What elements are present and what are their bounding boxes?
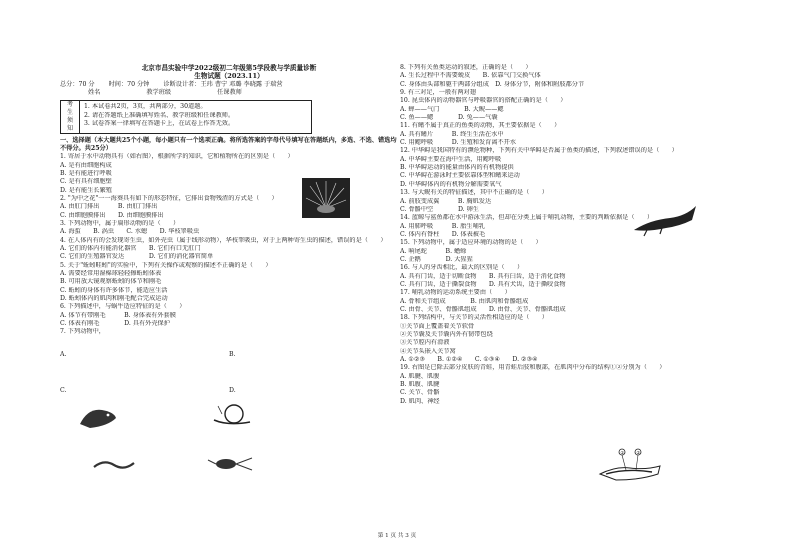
- question-line: 11. 有鳍不属于真正的鱼类的动物，其主要依据是（ ）: [400, 122, 561, 130]
- question-line: A. 海蜇 B. 涡虫 C. 水螅 D. 华枝睾吸虫: [60, 228, 200, 236]
- question-line: 16. 与人的牙齿相比，最大的区别是（ ）: [400, 264, 524, 272]
- question-line: 18. 下列结构中，与关节的灵活性相适应的是（ ）: [400, 314, 548, 322]
- question-line: A. 具有鳍片 B. 终生生活在水中: [400, 130, 504, 138]
- question-line: B. 是有能进行呼吸: [60, 169, 112, 177]
- q7-option-b: B.: [229, 350, 236, 358]
- field-teacher: 任课教师: [217, 89, 242, 97]
- question-line: 15. 下列动物中，属于适应环境的动物的是（ ）: [400, 239, 542, 247]
- exam-title: 北京市昌实验中学2022级初二年级第5学段教与学质量诊断: [141, 64, 317, 72]
- sea-anemone-photo: [302, 178, 350, 218]
- svg-text:②: ②: [636, 450, 641, 455]
- exam-meta: [60, 81, 398, 89]
- question-line: A. 它们的体内有能消化器官 B. 它们有口无肛门: [60, 245, 201, 253]
- chinese-sturgeon-figure: [630, 200, 700, 240]
- student-fields: [60, 89, 398, 97]
- question-line: 1. 寄居于水中动物具有（如右图），根据所学的知识，它和植物所在的区别是（ ）: [60, 153, 294, 161]
- question-line: B. 中华鲟运动的能量由体内的有机物提供: [400, 164, 514, 172]
- question-line: A. ①②③ B. ①②④ C. ①③④ D. ②③④: [400, 356, 538, 364]
- frog-muscle-figure: [596, 444, 666, 484]
- question-line: A. 用肺呼吸 B. 胎生哺乳: [400, 222, 485, 230]
- question-line: A. 体节有带刚毛 B. 身体表有外套膜: [60, 311, 176, 319]
- question-line: A. 响尾蛇 B. 蟾蜍: [400, 247, 467, 255]
- question-line: A. 是有由细胞构成: [60, 161, 112, 169]
- question-line: ②关节囊及关节囊内外有韧带包绕: [400, 331, 493, 338]
- question-line: C. 它们的生殖器官发达 D. 它们的消化器官简单: [60, 253, 214, 261]
- question-line: C. 由骨、关节、骨骼肌组成 D. 由骨、关节、骨骼肌组成: [400, 305, 566, 313]
- notice-body: 1. 本试卷共2页，3页，共两部分，30道题。 2. 请在答题纸上准确填写姓名、教学班级和任课教师。 3. 试卷答案一律填写在答题卡上，在试卷上作答无效。: [84, 103, 235, 128]
- question-line: C. 企鹅 D. 大猩猩: [400, 255, 473, 263]
- q7-option-c: C.: [60, 387, 67, 395]
- question-line: 2. "为中之花"一一海葵具有如下的形态特征，它排出食物残渣的方式是（ ）: [60, 194, 278, 202]
- q7-option-d: D.: [229, 387, 236, 395]
- question-line: 14. 蓝鲸与鲨鱼都在水中游泳生活，但却在分类上属于哺乳动物，主要的判断依据是（ ）: [400, 214, 654, 222]
- question-line: C. 骨骼中空 D. 卵生: [400, 205, 479, 213]
- question-line: C. 中华鲟在游泳时主要依靠体型和鳍来运动: [400, 172, 520, 180]
- question-line: 4. 在人体内有的会发现寄生虫，如外壳虫（属于线形动物），华枝睾吸虫，对于上两种寄生虫的描述，错误的是（ ）: [60, 236, 387, 244]
- question-line: 19. 右图是已除去部分皮肤的青蛙，用青蛙后肢和腹部，在肌肉中分布的结构①②分别为（ ）: [400, 364, 666, 372]
- q7-animal-d-icon: [206, 450, 256, 478]
- question-line: A. 骨和关节组成 B. 由肌肉和骨骼组成: [400, 297, 529, 305]
- question-line: 10. 昆虫体内的动物器官与呼吸器官的搭配正确的是（ ）: [400, 97, 567, 105]
- q7-animal-a-icon: [78, 404, 118, 430]
- question-line: A. 蝉——气门 B. 大鲵——鳃: [400, 105, 504, 113]
- q7-options-row2: [60, 387, 398, 395]
- question-line: D. 是有能生长繁殖: [60, 186, 112, 194]
- question-line: C. 体内有脊柱 D. 体表被毛: [400, 230, 486, 238]
- question-line: C. 蚯蚓的身体有许多体节，能适应生活: [60, 286, 168, 294]
- question-line: C. 由细胞膜排出 D. 由细胞膜排出: [60, 211, 164, 219]
- question-line: 5. 关于"蚯蚓畦蚓"的实验中，下列有关操作或观察的描述不正确的是（ ）: [60, 261, 272, 269]
- question-line: A. 肌腱、肌腹: [400, 372, 440, 380]
- meta-time: 时间：70 分钟: [108, 80, 150, 88]
- exam-notice-box: [60, 100, 312, 133]
- question-line: B. 肌腹、肌腱: [400, 381, 440, 389]
- question-line: 6. 下列描述中，与蜗牛适应特征的是（ ）: [60, 303, 186, 311]
- question-line: A. 生长过程中不需要蜕皮 B. 依靠气门交换气体: [400, 72, 541, 80]
- question-line: C. 具有门齿，适于撕裂食物 D. 具有犬齿，适于撕咬食物: [400, 280, 566, 288]
- question-line: 17. 哺乳动物的运动系统主要由（ ）: [400, 289, 511, 297]
- question-line: ③关节腔内有滑液: [400, 339, 450, 347]
- q7-options-row1: [60, 351, 398, 359]
- question-line: ④关节头嵌入关节窝: [400, 347, 456, 355]
- section-heading: 一、选择题（本大题共25个小题，每小题只有一个选项正确。将所选答案的字母代号填写在答题纸内，多选、不选、错选均不得分。共25分）: [60, 136, 397, 152]
- svg-text:①: ①: [620, 450, 625, 455]
- question-line: 7. 下列动物中，: [60, 328, 105, 336]
- question-line: C. 身体由头部和躯干两部分组成 D. 身体分节，附体和附肢都分节: [400, 80, 585, 88]
- question-line: A. 需要经常用湿棉球轻轻擦蚯蚓体表: [60, 270, 162, 278]
- question-line: 3. 下列动物中，属于扁形动物的是（ ）: [60, 220, 180, 227]
- question-line: D. 肌肉、神经: [400, 397, 440, 405]
- question-line: C. 关节、骨骼: [400, 389, 440, 397]
- question-line: B. 可用放大镜观察蚯蚓的体节和刚毛: [60, 278, 162, 286]
- question-line: ①关节面上覆盖着关节软骨: [400, 322, 475, 330]
- question-line: A. 前肢变成翼 B. 胸肌发达: [400, 197, 492, 205]
- q7-animal-b-icon: [210, 400, 256, 430]
- question-line: C. 体表有刚毛 D. 具有外壳保护: [60, 320, 170, 328]
- question-line: A. 由肛门排出 B. 由肛门排出: [60, 203, 158, 211]
- meta-designers: 诊断设计者：王玮 曹宁 邓璐 李晓露 于瑞营: [163, 80, 283, 88]
- q7-animal-c-icon: [92, 455, 136, 475]
- field-name: 姓名: [88, 89, 101, 97]
- page-footer: 第 1 页 共 3 页: [377, 533, 417, 539]
- question-line: C. 是有具有细胞壁: [60, 178, 112, 186]
- question-line: D. 中华鲟体内的有机物分解需要氧气: [400, 180, 502, 188]
- notice-heading: 考 生 须 知: [61, 101, 80, 132]
- question-line: 8. 下列有关鱼类运动的叙述，正确的是（ ）: [400, 64, 532, 71]
- meta-score: 总分：70 分: [60, 80, 95, 88]
- question-line: C. 鱼——鳃 D. 兔——气囊: [400, 114, 498, 122]
- question-line: 13. 与大鲵有关的特征描述，其中不正确的是（ ）: [400, 189, 548, 197]
- q7-option-a: A.: [60, 350, 67, 358]
- question-line: A. 中华鲟主要在海中生活，用鳃呼吸: [400, 155, 502, 163]
- question-line: D. 蚯蚓体内的肌肉和刚毛配合完成运动: [60, 295, 168, 303]
- question-line: C. 用鳃呼吸 D. 生殖和发育离不开水: [400, 139, 517, 147]
- question-line: 9. 有三对足，一般有两对翅: [400, 89, 476, 97]
- left-column: [60, 64, 398, 396]
- exam-subtitle: 生物试题（2023.11）: [194, 72, 264, 81]
- field-class: 教学班级: [146, 89, 172, 97]
- question-line: A. 具有门齿，适于切断食物 B. 具有臼齿，适于消化食物: [400, 272, 566, 280]
- question-line: 12. 中华鲟是我国特有的濒危物种，下列有关中华鲟是否属于鱼类的描述，下列叙述错误的是（ ）: [400, 147, 678, 155]
